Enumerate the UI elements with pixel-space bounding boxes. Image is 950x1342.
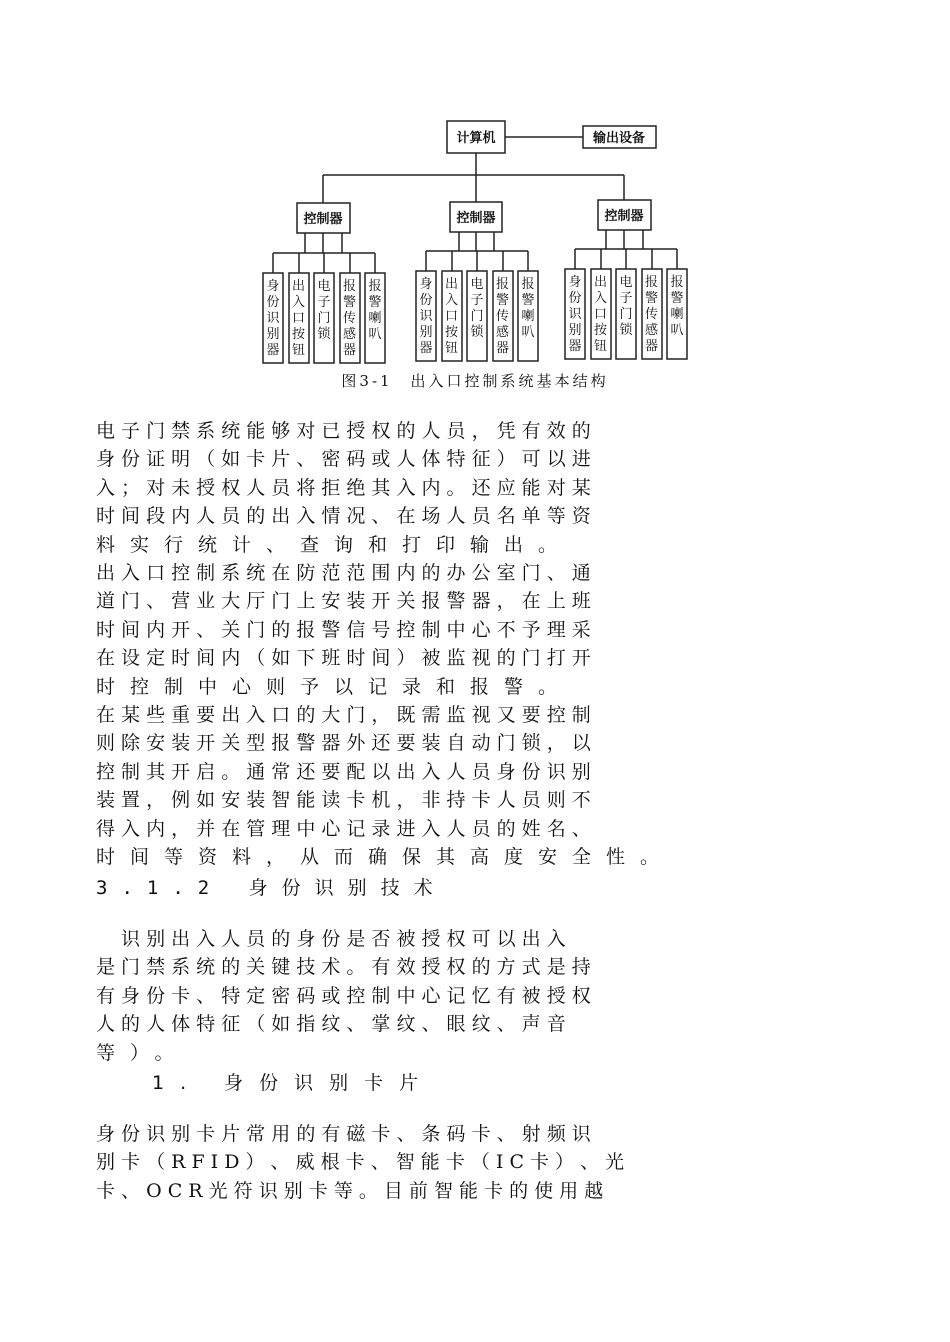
text-line: 电 子 门 禁 系 统 能 够 对 已 授 权 的 人 员 ， 凭 有 效 的 bbox=[96, 420, 591, 442]
figure-caption: 图3-1 出入口控制系统基本结构 bbox=[341, 372, 609, 390]
text-line: 是 门 禁 系 统 的 关 键 技 术 。 有 效 授 权 的 方 式 是 持 bbox=[96, 956, 591, 979]
text-line: 控 制 其 开 启 。 通 常 还 要 配 以 出 入 人 员 身 份 识 别 bbox=[96, 760, 591, 783]
text-line: 在 设 定 时 间 内 （ 如 下 班 时 间 ） 被 监 视 的 门 打 开 bbox=[96, 647, 591, 670]
text-line: 有 身 份 卡 、 特 定 密 码 或 控 制 中 心 记 忆 有 被 授 权 bbox=[96, 984, 591, 1007]
access-control-structure-diagram bbox=[0, 0, 950, 370]
text-line: 别 卡 （ R F I D ） 、 威 根 卡 、 智 能 卡 （ I C 卡 ） 、 光 bbox=[96, 1151, 625, 1174]
paragraph-5 bbox=[96, 1120, 838, 1205]
text-line: 料实行统计、查询和打印输出。 bbox=[96, 533, 573, 556]
device-label: 报警喇叭 bbox=[521, 277, 535, 340]
device-label: 身份识别器 bbox=[568, 275, 582, 354]
output-device-label: 输出设备 bbox=[592, 131, 646, 146]
controller-label-3: 控制器 bbox=[604, 209, 644, 224]
text-line: 身 份 证 明 （ 如 卡 片 、 密 码 或 人 体 特 征 ） 可 以 进 bbox=[96, 448, 591, 471]
section-heading: 3.1.2 身份识别技术 bbox=[96, 877, 447, 899]
text-line: 装 置 ， 例 如 安 装 智 能 读 卡 机 ， 非 持 卡 人 员 则 不 bbox=[96, 789, 591, 812]
text-line: 卡 、 O C R 光 符 识 别 卡 等 。 目 前 智 能 卡 的 使 用 越 bbox=[96, 1179, 604, 1202]
controller-label-1: 控制器 bbox=[303, 212, 343, 227]
device-label: 报警传感器 bbox=[342, 279, 357, 358]
text-line: 时 间 内 开 、 关 门 的 报 警 信 号 控 制 中 心 不 予 理 采 bbox=[96, 618, 591, 641]
text-line: 出 入 口 控 制 系 统 在 防 范 范 围 内 的 办 公 室 门 、 通 bbox=[96, 562, 591, 584]
device-label: 报警传感器 bbox=[495, 277, 510, 356]
device-label: 身份识别器 bbox=[419, 277, 433, 356]
text-line: 识 别 出 入 人 员 的 身 份 是 否 被 授 权 可 以 出 入 bbox=[96, 928, 566, 950]
text-line: 身 份 识 别 卡 片 常 用 的 有 磁 卡 、 条 码 卡 、 射 频 识 bbox=[96, 1123, 591, 1145]
text-line: 道 门 、 营 业 大 厅 门 上 安 装 开 关 报 警 器 ， 在 上 班 bbox=[96, 590, 591, 613]
computer-label: 计算机 bbox=[456, 131, 496, 146]
text-line: 时间等资料，从而确保其高度安全性。 bbox=[96, 845, 675, 868]
device-label: 报警传感器 bbox=[644, 275, 659, 354]
device-label: 报警喇叭 bbox=[670, 275, 684, 338]
device-label: 出入口按钮 bbox=[291, 279, 306, 358]
device-label: 出入口按钮 bbox=[444, 277, 459, 356]
text-line: 得 入 内 ， 并 在 管 理 中 心 记 录 进 入 人 员 的 姓 名 、 bbox=[96, 817, 591, 840]
paragraph-1 bbox=[96, 417, 838, 559]
device-label: 电子门锁 bbox=[619, 275, 633, 338]
text-line: 等）。 bbox=[96, 1041, 189, 1064]
controller-label-2: 控制器 bbox=[456, 211, 496, 226]
paragraph-2 bbox=[96, 559, 838, 701]
text-line: 时控制中心则予以记录和报警。 bbox=[96, 675, 573, 698]
device-label: 身份识别器 bbox=[266, 279, 280, 358]
text-line: 人 的 人 体 特 征 （ 如 指 纹 、 掌 纹 、 眼 纹 、 声 音 bbox=[96, 1013, 566, 1036]
text-line: 在 某 些 重 要 出 入 口 的 大 门 ， 既 需 监 视 又 要 控 制 bbox=[96, 704, 591, 726]
device-label: 电子门锁 bbox=[317, 279, 331, 342]
text-line: 则 除 安 装 开 关 型 报 警 器 外 还 要 装 自 动 门 锁 ， 以 bbox=[96, 732, 591, 755]
subsection-heading: 1. 身份识别卡片 bbox=[152, 1072, 435, 1094]
device-label: 电子门锁 bbox=[470, 277, 484, 340]
paragraph-3 bbox=[96, 701, 838, 871]
text-line: 入 ； 对 未 授 权 人 员 将 拒 绝 其 入 内 。 还 应 能 对 某 bbox=[96, 476, 591, 499]
device-label: 报警喇叭 bbox=[368, 279, 382, 342]
paragraph-4 bbox=[96, 925, 838, 1067]
device-label: 出入口按钮 bbox=[593, 275, 608, 354]
text-line: 时 间 段 内 人 员 的 出 入 情 况 、 在 场 人 员 名 单 等 资 bbox=[96, 505, 591, 528]
